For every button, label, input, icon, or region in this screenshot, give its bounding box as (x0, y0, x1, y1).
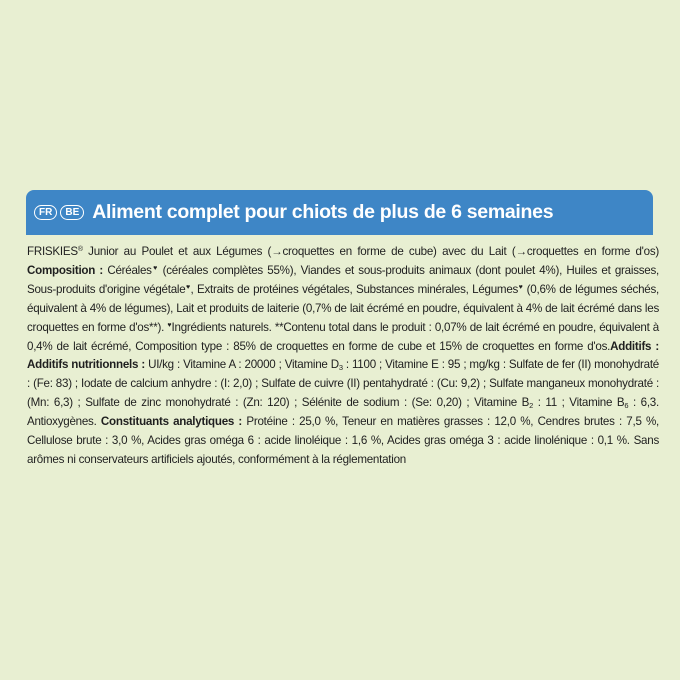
intro-text: Junior au Poulet et aux Légumes (→croquettes en forme de cube) avec du Lait (→croquettes en forme d'os) (82, 245, 659, 258)
subscript-6: 6 (624, 401, 629, 411)
additifs-text-1: UI/kg : Vitamine A : 20000 ; Vitamine D (144, 358, 339, 372)
additifs-heading: Additifs : Additifs nutritionnels : (27, 339, 660, 372)
composition-text-1: Céréales (103, 263, 152, 277)
header-banner (26, 190, 653, 235)
flag-be-badge: BE (60, 205, 84, 220)
additifs-text-4: : 6,3. Antioxygènes. (27, 396, 659, 429)
constituants-text: Protéine : 25,0 %, Teneur en matières grasses : 12,0 %, Cendres brutes : 7,5 %, Cellulose brute : 3,0 %, Acides gras oméga 6 : acide linoléique : 1,6 %, Acides gras oméga 3 : acide linolénique : 0,1 %. Sans arômes ni conservateurs artificiels ajoutés, conformément à la réglementation (27, 415, 659, 466)
composition-text-3: , Extraits de protéines végétales, Substances minérales, Légumes (190, 282, 519, 296)
additifs-text-2: : 1100 ; Vitamine E : 95 ; mg/kg : Sulfate de fer (II) monohydraté : (Fe: 83) ; Iodate de calcium anhydre : (I: 2,0) ; Sulfate de cuivre (II) pentahydraté : (Cu: 9,2) ; Sulfate manganeux monohydraté : (Mn: 6,3) ; Sulfate de zinc monohydraté : (Zn: 120) ; Sélénite de sodium : (Se: 0,20) ; Vitamine B (27, 358, 660, 410)
subscript-3: 3 (338, 363, 343, 373)
brand-name: FRISKIES (27, 245, 78, 258)
registered-mark: ® (77, 246, 83, 253)
ingredients-text (27, 243, 659, 470)
heart-icon: ♥ (185, 283, 191, 291)
composition-text-2: (céréales complètes 55%), Viandes et sous-produits animaux (dont poulet 4%), Huiles et graisses, Sous-produits d'origine végétale (27, 263, 660, 296)
additifs-text-3: : 11 ; Vitamine B (533, 396, 625, 410)
composition-text-4: (0,6% de légumes séchés, équivalent à 4% de légumes), Lait et produits de laiterie (0,7% de lait écrémé en poudre, équivalent à 4% de lait écrémé dans les croquettes en forme d'os**). (27, 282, 659, 334)
heart-icon: ♥ (518, 283, 524, 291)
composition-text-5: Ingrédients naturels. **Contenu total dans le produit : 0,07% de lait écrémé en poudre, équivalent à 0,4% de lait écrémé, Composition type : 85% de croquettes en forme de cube et 15% de croquettes en forme d'os. (27, 320, 659, 353)
constituants-heading: Constituants analytiques : (100, 415, 243, 429)
composition-heading: Composition : (27, 263, 104, 277)
subscript-2: 2 (529, 401, 534, 411)
heart-icon: ♥ (167, 321, 172, 329)
flag-fr-badge: FR (34, 205, 57, 220)
heart-icon: ♥ (151, 264, 159, 272)
product-title: Aliment complet pour chiots de plus de 6 semaines (92, 201, 554, 223)
